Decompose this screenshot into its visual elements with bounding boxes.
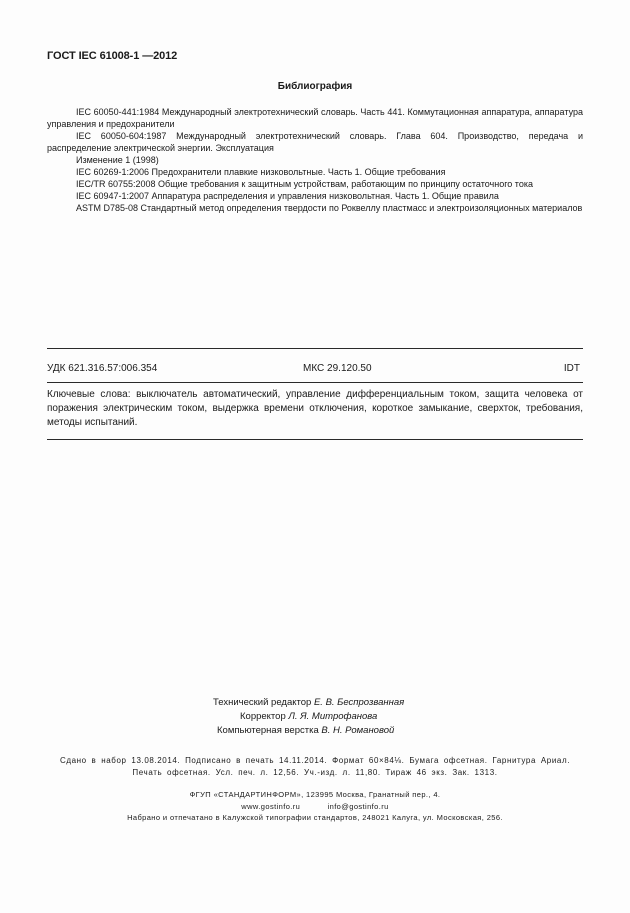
- udk-code: УДК 621.316.57:006.354: [47, 363, 158, 374]
- bibliography-title: Библиография: [277, 81, 353, 92]
- layout-line: [217, 724, 394, 738]
- bibliography-entry: IEC 60269-1:2006 Предохранители плавкие низковольтные. Часть 1. Общие требования: [76, 167, 446, 177]
- idt-label: IDT: [563, 363, 580, 374]
- bibliography-list: [47, 106, 583, 214]
- print-info-line2: Печать офсетная. Усл. печ. л. 12,56. Уч.-изд. л. 11,80. Тираж 46 экз. Зак. 1313.: [132, 768, 498, 777]
- divider-top: [47, 348, 583, 349]
- tech-editor-line: [213, 696, 404, 710]
- document-code: ГОСТ IEC 61008-1 —2012: [47, 50, 178, 62]
- publisher-email: info@gostinfo.ru: [327, 801, 389, 811]
- corrector-label: Корректор: [240, 711, 286, 722]
- divider-middle: [47, 382, 583, 383]
- layout-label: Компьютерная верстка: [217, 725, 319, 736]
- publisher-website: www.gostinfo.ru: [241, 801, 301, 811]
- print-info-line1: Сдано в набор 13.08.2014. Подписано в печать 14.11.2014. Формат 60×84⅛. Бумага офсетная. Гарнитура Ариал.: [59, 756, 571, 765]
- tech-editor-label: Технический редактор: [213, 697, 312, 708]
- classification-row: [47, 363, 583, 377]
- divider-bottom: [47, 439, 583, 440]
- tech-editor-name: Е. В. Беспрозванная: [313, 697, 405, 708]
- bibliography-entry: ASTM D785-08 Стандартный метод определения твердости по Роквеллу пластмасс и электроизоляционных материалов: [76, 203, 583, 213]
- mks-code: МКС 29.120.50: [303, 363, 372, 374]
- publisher-info: [0, 789, 630, 824]
- publisher-contacts: [0, 801, 630, 813]
- bibliography-entry: IEC 60947-1:2007 Аппаратура распределения и управления низковольтная. Часть 1. Общие правила: [76, 191, 499, 201]
- print-info: [47, 755, 583, 779]
- printing-house: Набрано и отпечатано в Калужской типографии стандартов, 248021 Калуга, ул. Московская, 256.: [127, 813, 503, 822]
- corrector-name: Л. Я. Митрофанова: [288, 711, 378, 722]
- bibliography-entry: IEC 60050-441:1984 Международный электротехнический словарь. Часть 441. Коммутационная аппаратура, аппаратура управления и предохранители: [47, 107, 583, 129]
- corrector-line: [240, 710, 377, 724]
- keywords: Ключевые слова: выключатель автоматический, управление дифференциальным током, защита человека от поражения электрическим током, выдержка времени отключения, короткое замыкание, сверхток, требования, методы испытаний.: [47, 389, 583, 428]
- layout-name: В. Н. Романовой: [321, 725, 395, 736]
- bibliography-entry: IEC/TR 60755:2008 Общие требования к защитным устройствам, работающим по принципу остаточного тока: [76, 179, 533, 189]
- bibliography-entry: IEC 60050-604:1987 Международный электротехнический словарь. Глава 604. Производство, передача и распределение электрической энергии. Эксплуатация: [47, 131, 583, 153]
- bibliography-entry: Изменение 1 (1998): [76, 155, 159, 165]
- publisher-address: ФГУП «СТАНДАРТИНФОРМ», 123995 Москва, Гранатный пер., 4.: [189, 790, 441, 799]
